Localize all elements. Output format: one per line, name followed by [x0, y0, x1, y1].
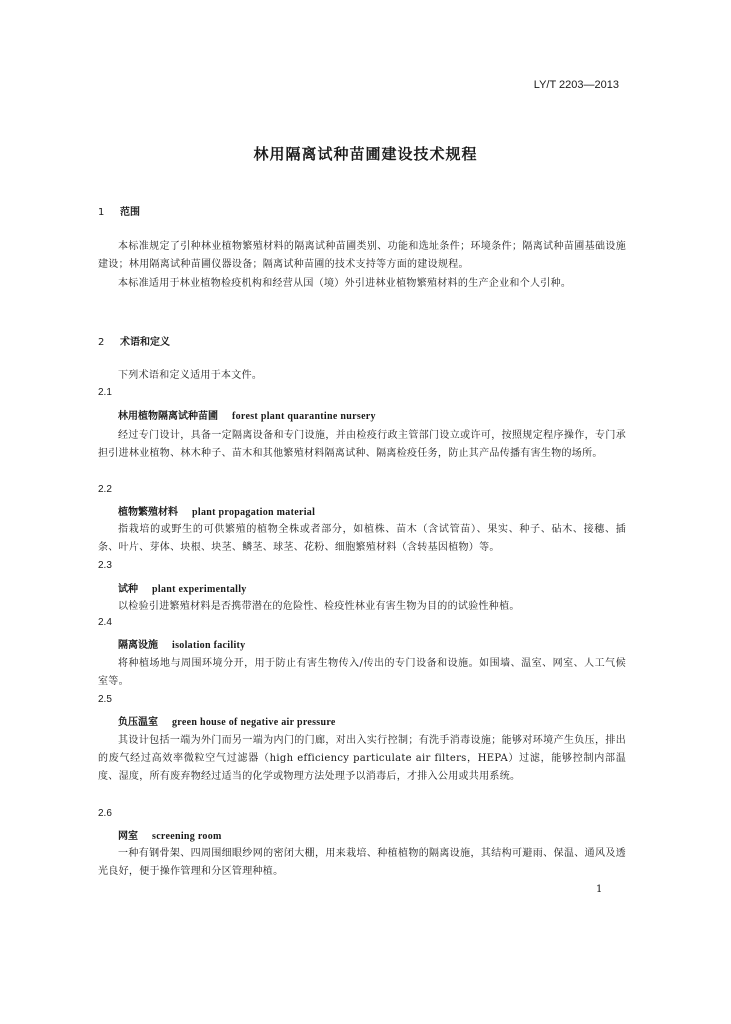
term-chinese: 负压温室 — [118, 717, 158, 728]
scope-paragraph-2: 本标准适用于林业植物检疫机构和经营从国（境）外引进林业植物繁殖材料的生产企业和个人引种。 — [118, 278, 572, 289]
section-title: 范围 — [120, 207, 140, 218]
clause-number: 2.3 — [98, 560, 112, 571]
term-chinese: 网室 — [118, 831, 138, 842]
term-chinese: 隔离设施 — [118, 640, 158, 651]
term-chinese: 林用植物隔离试种苗圃 — [118, 411, 218, 422]
section-number: 1 — [98, 207, 105, 218]
term-definition: 将种植场地与周围环境分开，用于防止有害生物传入/传出的专门设备和设施。如围墙、温室、网室、人工气候室等。 — [98, 658, 626, 687]
clause-number: 2.5 — [98, 694, 112, 705]
term-english: plant experimentally — [152, 584, 247, 595]
term-english: forest plant quarantine nursery — [232, 411, 376, 422]
scope-paragraph-1: 本标准规定了引种林业植物繁殖材料的隔离试种苗圃类别、功能和选址条件；环境条件；隔离试种苗圃基础设施建设；林用隔离试种苗圃仪器设备；隔离试种苗圃的技术支持等方面的建设规程。 — [98, 241, 626, 270]
term-english: screening room — [152, 831, 222, 842]
term-definition: 其设计包括一端为外门而另一端为内门的门廊，对出入实行控制；有洗手消毒设施；能够对环境产生负压，排出的废气经过高效率微粒空气过滤器（high efficiency particulate air filters，HEPA）过滤，能够控制内部温度、湿度，所有废弃物经过适当的化学或物理方法处理予以消毒后，才排入公用或共用系统。 — [98, 735, 626, 782]
term-definition: 一种有钢骨架、四周围细眼纱网的密闭大棚，用来栽培、种植植物的隔离设施，其结构可避雨、保温、通风及透光良好，便于操作管理和分区管理种植。 — [98, 848, 626, 877]
standard-number: LY/T 2203—2013 — [533, 79, 619, 91]
term-chinese: 植物繁殖材料 — [118, 507, 178, 518]
clause-number: 2.1 — [98, 387, 112, 398]
clause-number: 2.2 — [98, 484, 112, 495]
section-number: 2 — [98, 337, 105, 348]
clause-number: 2.4 — [98, 617, 112, 628]
term-english: isolation facility — [172, 640, 246, 651]
page-number: 1 — [596, 884, 603, 895]
term-english: green house of negative air pressure — [172, 717, 336, 728]
document-title: 林用隔离试种苗圃建设技术规程 — [253, 145, 478, 163]
section-title: 术语和定义 — [120, 337, 170, 348]
term-definition: 以检验引进繁殖材料是否携带潜在的危险性、检疫性林业有害生物为目的的试验性种植。 — [118, 601, 520, 612]
term-heading — [118, 713, 336, 728]
term-heading — [118, 636, 245, 651]
term-definition: 指栽培的或野生的可供繁殖的植物全株或者部分，如植株、苗木（含试管苗）、果实、种子、砧木、接穗、插条、叶片、芽体、块根、块茎、鳞茎、球茎、花粉、细胞繁殖材料（含转基因植物）等。 — [98, 524, 626, 553]
terms-intro: 下列术语和定义适用于本文件。 — [118, 370, 263, 381]
section-heading-scope — [98, 203, 140, 218]
term-heading — [118, 827, 222, 842]
term-heading — [118, 407, 376, 422]
clause-number: 2.6 — [98, 808, 112, 819]
term-heading — [118, 503, 315, 518]
term-english: plant propagation material — [192, 507, 316, 518]
section-heading-terms — [98, 333, 170, 348]
term-definition: 经过专门设计，具备一定隔离设备和专门设施，并由检疫行政主管部门设立或许可，按照规定程序操作，专门承担引进林业植物、林木种子、苗木和其他繁殖材料隔离试种、隔离检疫任务，防止其产品传播有害生物的场所。 — [98, 430, 626, 459]
term-chinese: 试种 — [118, 584, 138, 595]
term-heading — [118, 580, 247, 595]
